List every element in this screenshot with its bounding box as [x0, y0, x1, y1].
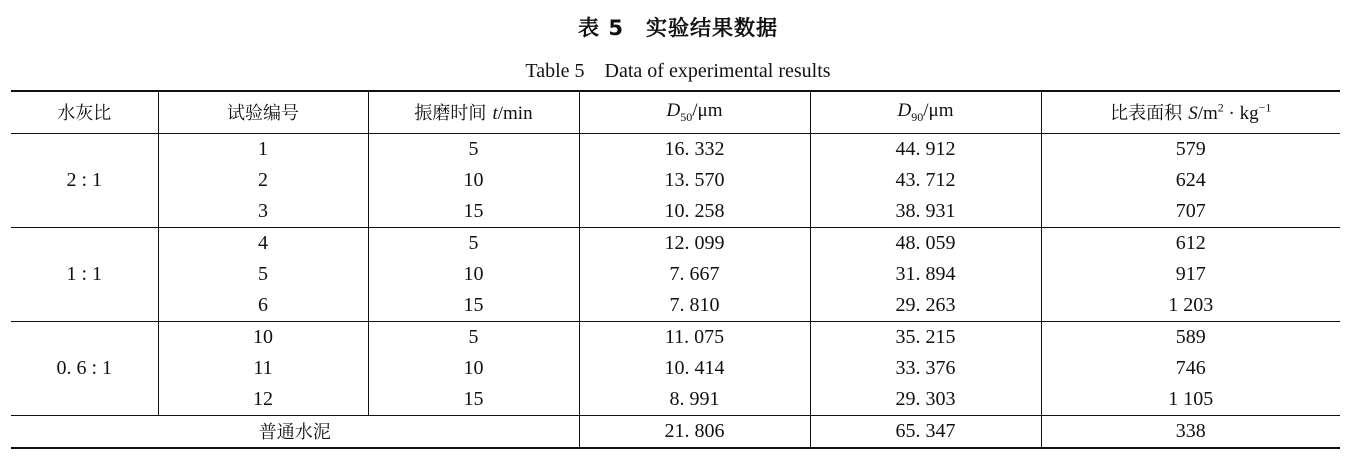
- header-ratio: 水灰比: [11, 91, 158, 133]
- time-cell: 15: [368, 384, 579, 416]
- table-body: [11, 133, 1340, 448]
- d90-cell: 44. 912: [810, 133, 1041, 165]
- results-table: [11, 90, 1340, 449]
- table-row: [11, 321, 1340, 353]
- d50-cell: 13. 570: [579, 165, 810, 196]
- header-test-no: 试验编号: [158, 91, 368, 133]
- table-row: [11, 290, 1340, 322]
- area-cell: 589: [1041, 321, 1340, 353]
- area-cell: 917: [1041, 259, 1340, 290]
- d50-cell: 11. 075: [579, 321, 810, 353]
- time-cell: 15: [368, 196, 579, 228]
- time-cell: 10: [368, 353, 579, 384]
- table-row: [11, 165, 1340, 196]
- table-title-en: Table 5 Data of experimental results: [525, 60, 831, 82]
- time-cell: 10: [368, 259, 579, 290]
- test-no-cell: 2: [158, 165, 368, 196]
- header-specific-surface-area: 比表面积 $S/m^2 \cdot kg^{-1}$: [1041, 91, 1340, 133]
- time-cell: 5: [368, 133, 579, 165]
- area-cell: 612: [1041, 227, 1340, 259]
- d50-cell: 16. 332: [579, 133, 810, 165]
- d90-cell: 48. 059: [810, 227, 1041, 259]
- table-row: [11, 196, 1340, 228]
- header-d50: $D_{50}/\mu m$: [579, 91, 810, 133]
- header-row: [11, 91, 1340, 133]
- d90-cell: 31. 894: [810, 259, 1041, 290]
- area-cell: 624: [1041, 165, 1340, 196]
- header-d90: $D_{90}/\mu m$: [810, 91, 1041, 133]
- test-no-cell: 12: [158, 384, 368, 416]
- area-cell: 1 105: [1041, 384, 1340, 416]
- d50-cell: 8. 991: [579, 384, 810, 416]
- d90-cell: 33. 376: [810, 353, 1041, 384]
- table-row: [11, 133, 1340, 165]
- d50-cell: 12. 099: [579, 227, 810, 259]
- table-row: [11, 384, 1340, 416]
- test-no-cell: 10: [158, 321, 368, 353]
- area-cell: 338: [1041, 415, 1340, 448]
- d90-cell: 35. 215: [810, 321, 1041, 353]
- d90-cell: 29. 303: [810, 384, 1041, 416]
- area-cell: 1 203: [1041, 290, 1340, 322]
- d50-cell: 7. 810: [579, 290, 810, 322]
- d50-cell: 7. 667: [579, 259, 810, 290]
- ratio-cell: 2 : 1: [11, 133, 158, 227]
- d50-cell: 10. 258: [579, 196, 810, 228]
- table-row-ordinary-cement: [11, 415, 1340, 448]
- d90-cell: 29. 263: [810, 290, 1041, 322]
- time-cell: 5: [368, 227, 579, 259]
- area-cell: 579: [1041, 133, 1340, 165]
- test-no-cell: 5: [158, 259, 368, 290]
- ratio-cell: 1 : 1: [11, 227, 158, 321]
- test-no-cell: 1: [158, 133, 368, 165]
- time-cell: 5: [368, 321, 579, 353]
- test-no-cell: 4: [158, 227, 368, 259]
- table-title-cn: 表 5 实验结果数据: [578, 16, 778, 40]
- table-row: [11, 227, 1340, 259]
- test-no-cell: 6: [158, 290, 368, 322]
- area-cell: 746: [1041, 353, 1340, 384]
- d50-cell: 10. 414: [579, 353, 810, 384]
- area-cell: 707: [1041, 196, 1340, 228]
- footer-label-cell: 普通水泥: [11, 415, 579, 448]
- d50-cell: 21. 806: [579, 415, 810, 448]
- time-cell: 10: [368, 165, 579, 196]
- test-no-cell: 11: [158, 353, 368, 384]
- table-row: [11, 259, 1340, 290]
- d90-cell: 43. 712: [810, 165, 1041, 196]
- table-row: [11, 353, 1340, 384]
- header-time: 振磨时间 t/min: [368, 91, 579, 133]
- test-no-cell: 3: [158, 196, 368, 228]
- time-cell: 15: [368, 290, 579, 322]
- d90-cell: 38. 931: [810, 196, 1041, 228]
- ratio-cell: 0. 6 : 1: [11, 321, 158, 415]
- d90-cell: 65. 347: [810, 415, 1041, 448]
